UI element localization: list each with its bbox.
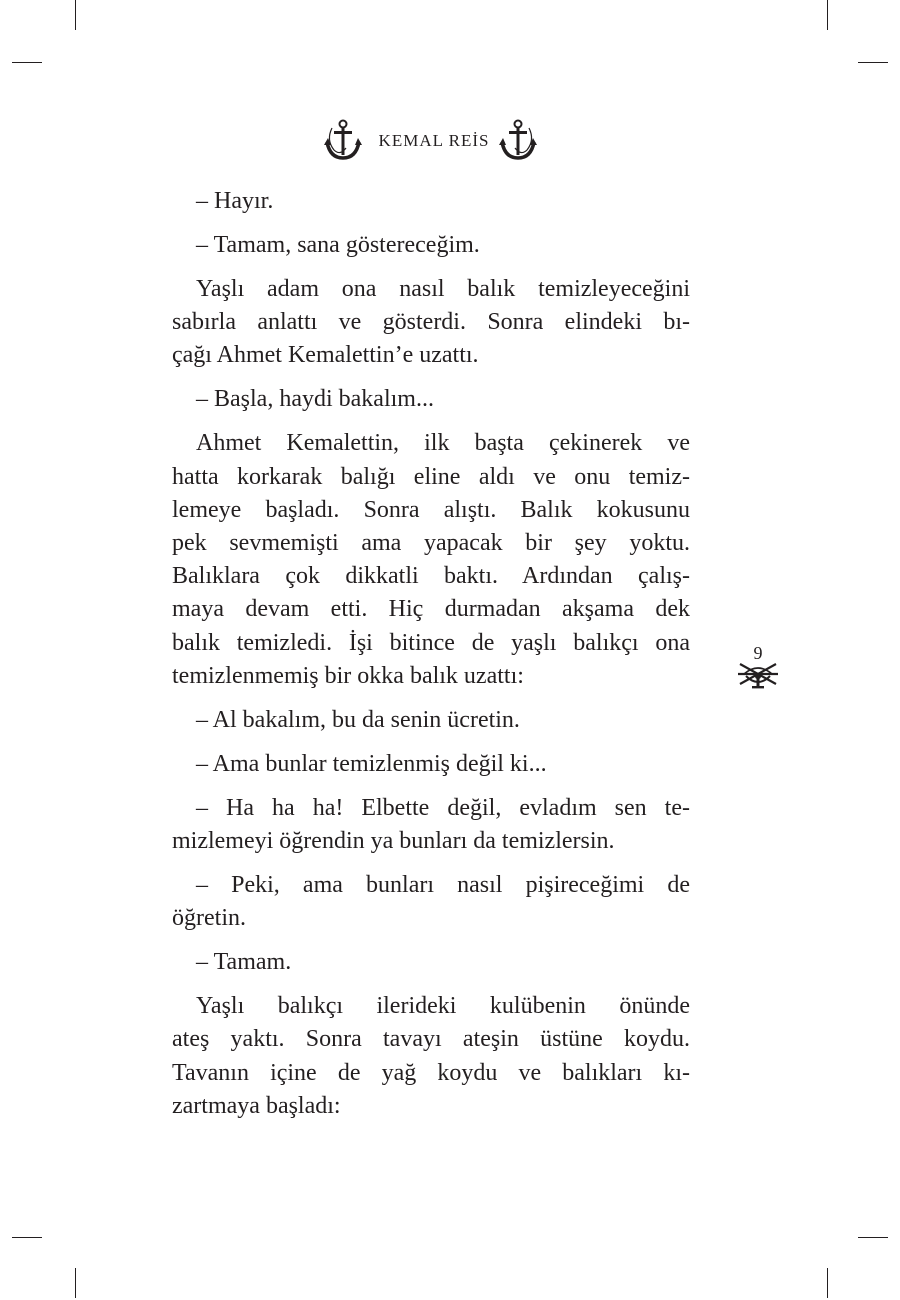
narration-paragraph (172, 990, 690, 1123)
dialogue-line (172, 946, 690, 979)
crop-mark-top-right-h (858, 62, 888, 63)
crop-mark-bottom-right (827, 1268, 828, 1298)
text-line: – Tamam, sana göstereceğim. (196, 232, 480, 258)
crop-mark-top-left-h (12, 62, 42, 63)
dialogue-line (172, 383, 690, 416)
crop-mark-bottom-left-h (12, 1237, 42, 1238)
text-line: Yaşlı adam ona nasıl balık temizleyeceğini (196, 276, 690, 302)
text-line: öğretin. (172, 905, 246, 932)
text-line: – Başla, haydi bakalım... (196, 386, 434, 413)
page-number: 9 (753, 643, 763, 663)
anchor-icon (499, 118, 537, 164)
dialogue-line (172, 185, 690, 218)
dialogue-line (172, 792, 690, 858)
text-line: sabırla anlattı ve gösterdi. Sonra elindeki bı- (172, 309, 690, 336)
text-line: Ahmet Kemalettin, ilk başta çekinerek ve (196, 430, 690, 457)
text-line: maya devam etti. Hiç durmadan akşama dek (172, 596, 690, 623)
text-line: hatta korkarak balığı eline aldı ve onu temiz- (172, 463, 690, 490)
running-header (0, 118, 900, 168)
narration-paragraph (172, 427, 690, 693)
text-line: zartmaya başladı: (172, 1092, 341, 1119)
text-line: Yaşlı balıkçı ilerideki kulübenin önünde (196, 993, 690, 1020)
dialogue-line (172, 704, 690, 737)
running-title: KEMAL REİS (378, 131, 490, 150)
crop-mark-bottom-right-h (858, 1237, 888, 1238)
text-line: – Ha ha ha! Elbette değil, evladım sen te- (196, 794, 690, 821)
text-line: – Peki, ama bunları nasıl pişireceğimi de (196, 872, 690, 899)
dialogue-line (172, 229, 690, 262)
ship-wheel-icon (736, 658, 780, 690)
text-line: ateş yaktı. Sonra tavayı ateşin üstüne koydu. (172, 1026, 690, 1053)
text-line: mizlemeyi öğrendin ya bunları da temizlersin. (172, 828, 615, 855)
dialogue-line (172, 748, 690, 781)
text-line: çağı Ahmet Kemalettin’e uzattı. (172, 342, 479, 369)
text-line: lemeye başladı. Sonra alıştı. Balık kokusunu (172, 496, 690, 523)
text-line: Tavanın içine de yağ koydu ve balıkları kı- (172, 1059, 690, 1086)
text-line: – Hayır. (196, 188, 274, 214)
text-line: temizlenmemiş bir okka balık uzattı: (172, 662, 524, 689)
text-line: Balıklara çok dikkatli baktı. Ardından çalış- (172, 563, 690, 590)
dialogue-line (172, 869, 690, 935)
text-line: – Tamam. (196, 949, 292, 976)
text-line: – Ama bunlar temizlenmiş değil ki... (196, 750, 547, 777)
text-line: – Al bakalım, bu da senin ücretin. (196, 706, 520, 733)
crop-mark-bottom-left (75, 1268, 76, 1298)
text-line: balık temizledi. İşi bitince de yaşlı balıkçı ona (172, 629, 690, 656)
narration-paragraph (172, 273, 690, 373)
page-folio (730, 644, 786, 694)
body-text (172, 185, 690, 1134)
text-line: pek sevmemişti ama yapacak bir şey yoktu. (172, 530, 690, 557)
crop-mark-top-left (75, 0, 76, 30)
crop-mark-top-right (827, 0, 828, 30)
anchor-icon (324, 118, 362, 164)
